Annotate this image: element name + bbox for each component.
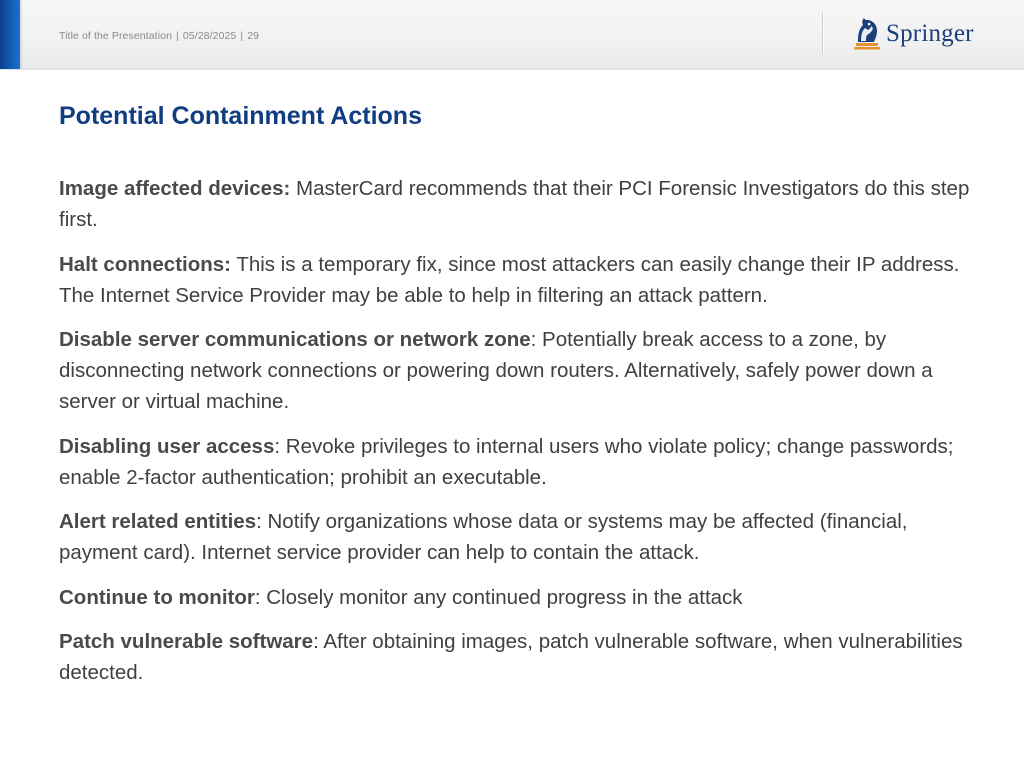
list-item — [59, 431, 979, 493]
list-item — [59, 506, 979, 568]
item-text: : After obtaining images, patch vulnerable software, when vulnerabilities detected. — [59, 630, 963, 684]
list-item — [59, 324, 979, 417]
chess-knight-icon — [852, 14, 882, 50]
slide-header — [0, 0, 1024, 70]
item-lead: Image affected devices: — [59, 177, 291, 200]
item-lead: Continue to monitor — [59, 585, 255, 609]
item-lead: Disable server communications or network zone — [59, 328, 531, 351]
list-item — [59, 582, 979, 613]
item-text: This is a temporary fix, since most attackers can easily change their IP address. The Internet Service Provider may be able to help in filtering an attack pattern. — [59, 252, 960, 307]
header-meta: Title of the Presentation | 05/28/2025 | 29 — [59, 30, 260, 42]
slide-content — [59, 173, 979, 702]
item-text: MasterCard recommends that their PCI Forensic Investigators do this step first. — [59, 177, 970, 231]
springer-logo — [852, 14, 982, 54]
list-item — [59, 626, 979, 688]
item-text: : Potentially break access to a zone, by disconnecting network connections or powering down routers. Alternatively, safely power down a server or virtual machine. — [59, 328, 933, 413]
item-lead: Patch vulnerable software — [59, 630, 314, 653]
header-accent-bar — [0, 0, 20, 69]
item-text: : Notify organizations whose data or systems may be affected (financial, payment card). Internet service provider can help to contain the attack. — [59, 510, 908, 564]
presentation-title: Title of the Presentation — [59, 30, 173, 42]
header-divider — [822, 13, 823, 54]
presentation-date: 05/28/2025 — [182, 30, 237, 42]
item-lead: Alert related entities — [59, 510, 257, 533]
logo-text: Springer — [886, 20, 974, 47]
item-text: : Closely monitor any continued progress in the attack — [254, 585, 743, 609]
item-text: : Revoke privileges to internal users who violate policy; change passwords; enable 2-factor authentication; prohibit an executable. — [59, 434, 954, 489]
item-lead: Halt connections: — [59, 252, 231, 276]
page-number: 29 — [247, 30, 260, 42]
list-item — [59, 249, 979, 311]
item-lead: Disabling user access — [59, 434, 275, 458]
list-item — [59, 173, 979, 235]
slide-title: Potential Containment Actions — [59, 102, 422, 130]
